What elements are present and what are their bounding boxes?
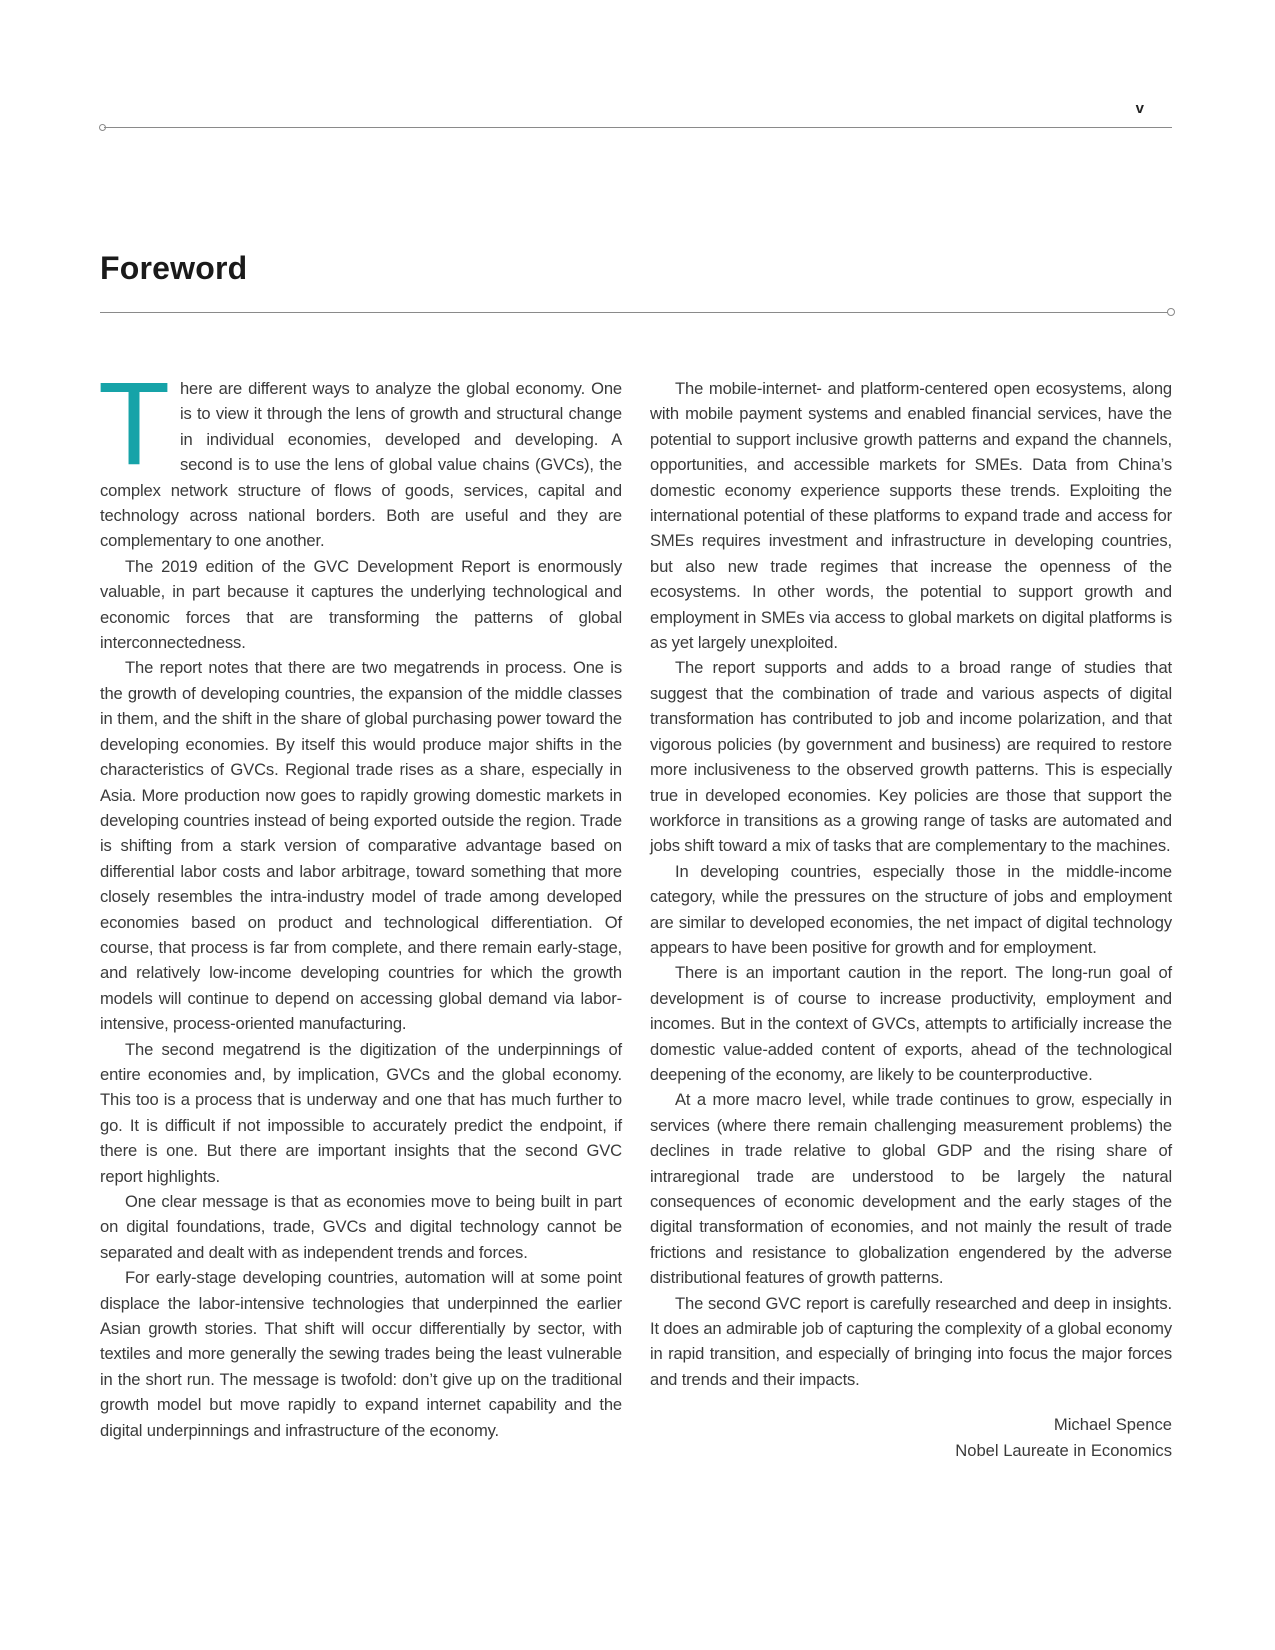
paragraph: At a more macro level, while trade continues to grow, especially in services (where there remain challenging measurement problems) the declines in trade relative to global GDP and the rising share of intraregional trade are understood to be largely the natural consequences of economic development and the early stages of the digital transformation of economies, and not mainly the result of trade frictions and resistance to globalization engendered by the adverse distributional features of growth patterns. — [650, 1090, 1172, 1288]
paragraph: The report notes that there are two megatrends in process. One is the growth of developing countries, the expansion of the middle classes in them, and the shift in the share of global purchasing power toward the developing economies. By itself this would produce major shifts in the characteristics of GVCs. Regional trade rises as a share, especially in Asia. More production now goes to rapidly growing domestic markets in developing countries instead of being exported outside the region. Trade is shifting from a stark version of comparative advantage based on differential labor costs and labor arbitrage, toward something that more closely resembles the intra-industry model of trade among developed economies based on product and technological differentiation. Of course, that process is far from complete, and there remain early-stage, and relatively low-income developing countries for which the growth models will continue to depend on accessing global demand via labor-intensive, process-oriented manufacturing. — [100, 658, 622, 1034]
page-title: Foreword — [100, 250, 248, 286]
paragraph: There is an important caution in the report. The long-run goal of development is of course to increase productivity, employment and incomes. But in the context of GVCs, attempts to artificially increase the domestic value-added content of exports, ahead of the technological deepening of the economy, are likely to be counterproductive. — [650, 963, 1172, 1084]
header-rule — [104, 127, 1172, 128]
drop-cap: T — [98, 358, 170, 490]
paragraph: The mobile-internet- and platform-centered open ecosystems, along with mobile payment systems and enabled financial services, have the potential to support inclusive growth patterns and expand the channels, opportunities, and accessible markets for SMEs. Data from China’s domestic economy experience supports these trends. Exploiting the international potential of these platforms to expand trade and access for SMEs requires investment and infrastructure in developing countries, but also new trade regimes that increase the openness of the ecosystems. In other words, the potential to support growth and employment in SMEs via access to global markets on digital platforms is as yet largely unexploited. — [650, 379, 1172, 653]
paragraph: One clear message is that as economies move to being built in part on digital foundations, trade, GVCs and digital technology cannot be separated and dealt with as independent trends and forces. — [100, 1192, 622, 1262]
signature-title: Nobel Laureate in Economics — [955, 1440, 1172, 1460]
left-column — [98, 358, 622, 1463]
paragraph: In developing countries, especially those in the middle-income category, while the pressures on the structure of jobs and employment are similar to developed economies, the net impact of digital technology appears to have been positive for growth and for employment. — [650, 861, 1172, 957]
page-number: v — [1135, 100, 1144, 117]
signature — [650, 1412, 1172, 1463]
title-rule-dot — [1167, 308, 1175, 316]
paragraph: The second GVC report is carefully researched and deep in insights. It does an admirable job of capturing the complexity of a global economy in rapid transition, and especially of bringing into focus the major forces and trends and their impacts. — [650, 1293, 1172, 1389]
title-rule — [100, 312, 1168, 313]
right-column — [650, 376, 1172, 1463]
paragraph: The report supports and adds to a broad range of studies that suggest that the combination of trade and various aspects of digital transformation has contributed to job and income polarization, and that vigorous policies (by government and business) are required to restore more inclusiveness to the observed growth patterns. This is especially true in developed economies. Key policies are those that support the workforce in transitions as a growing range of tasks are automated and jobs shift toward a mix of tasks that are complementary to the machines. — [650, 658, 1172, 856]
paragraph: For early-stage developing countries, automation will at some point displace the labor-intensive technologies that underpinned the earlier Asian growth stories. That shift will occur differentially by sector, with textiles and more generally the sewing trades being the least vulnerable in the short run. The message is twofold: don’t give up on the traditional growth model but move rapidly to expand internet capability and the digital underpinnings and infrastructure of the economy. — [100, 1268, 622, 1440]
paragraph — [98, 358, 622, 554]
body-columns — [98, 358, 1172, 1463]
paragraph-text: here are different ways to analyze the global economy. One is to view it through the lens of growth and structural change in individual economies, developed and developing. A second is to use the lens of global value chains (GVCs), the complex network structure of flows of goods, services, capital and technology across national borders. Both are useful and they are complementary to one another. — [100, 379, 622, 551]
paragraph: The second megatrend is the digitization of the underpinnings of entire economies and, by implication, GVCs and the global economy. This too is a process that is underway and one that has much further to go. It is difficult if not impossible to accurately predict the endpoint, if there is one. But there are important insights that the second GVC report highlights. — [100, 1039, 622, 1186]
paragraph: The 2019 edition of the GVC Development Report is enormously valuable, in part because it captures the underlying technological and economic forces that are transforming the patterns of global interconnectedness. — [100, 556, 622, 653]
signature-name: Michael Spence — [1053, 1415, 1172, 1435]
